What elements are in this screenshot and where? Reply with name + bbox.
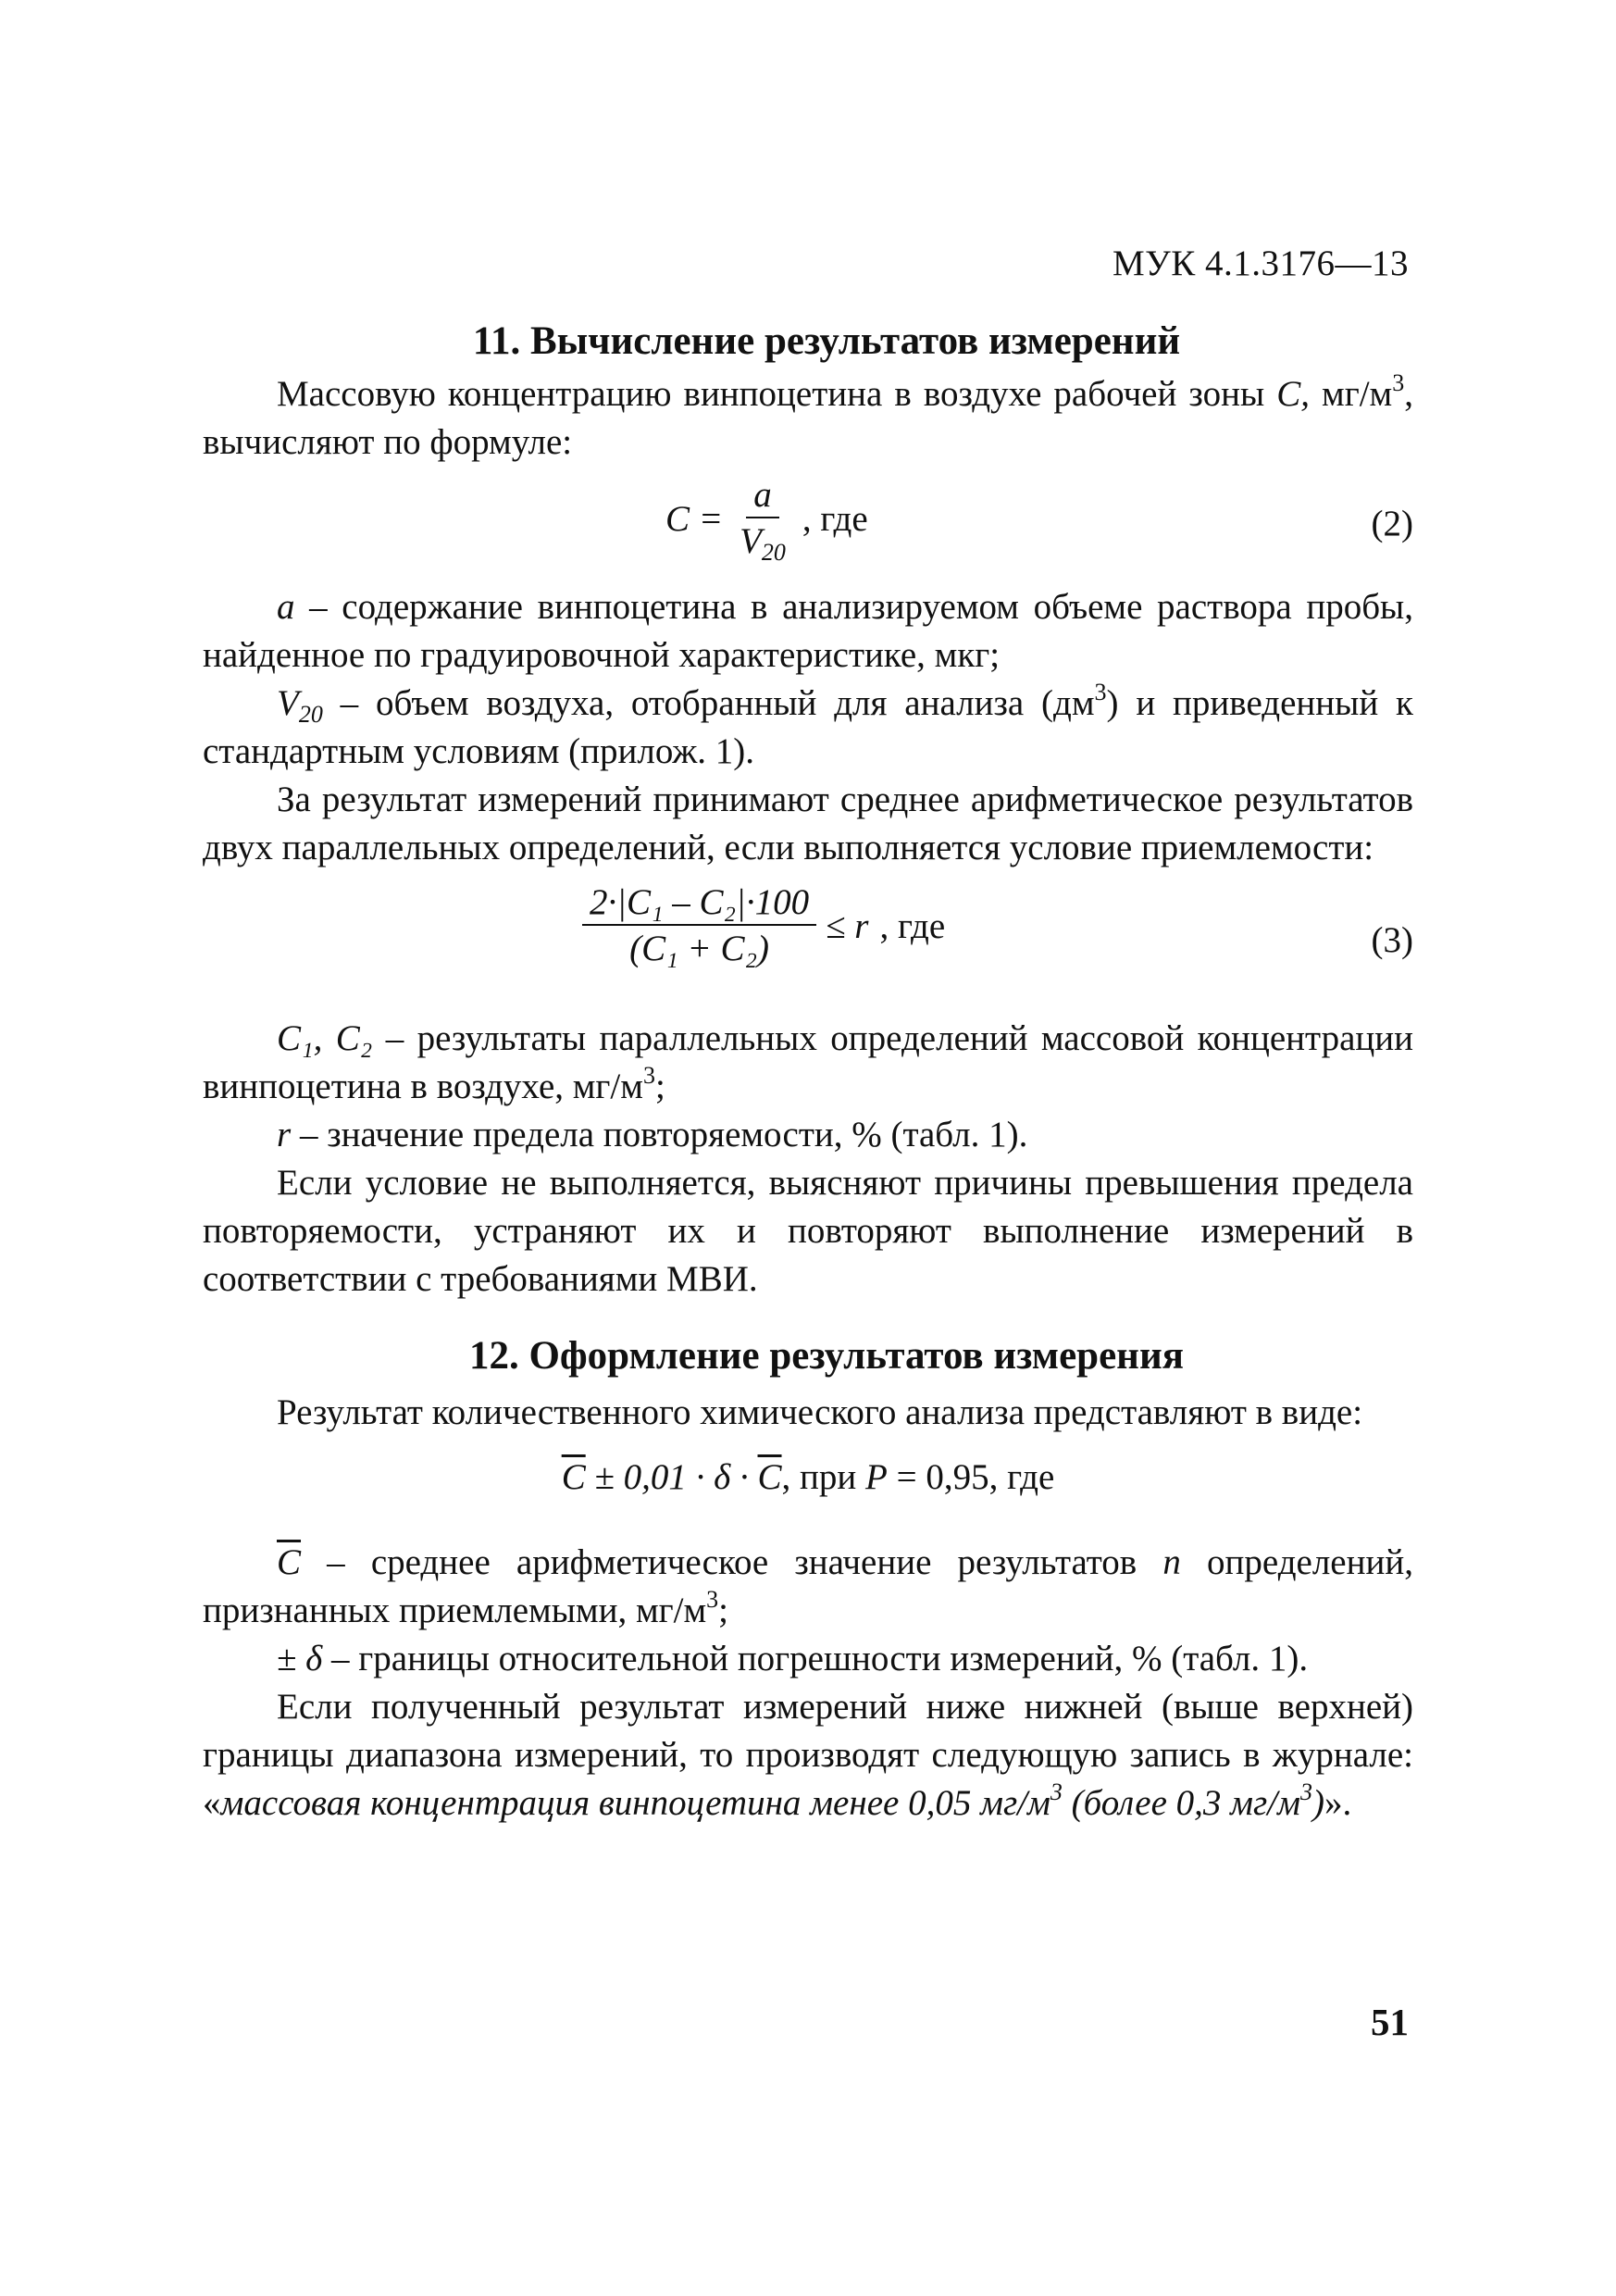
formula-3-label: (3) [1371, 920, 1413, 960]
section-11-intro: Массовую концентрацию винпоцетина в воздухе рабочей зоны С, $мг/м^3$, вычисляют по формуле: [203, 369, 1413, 462]
definition-c1-c2: C₁, C₂ – результаты параллельных определений массовой концентрации винпоцетина в воздухе, $мг/м^3$; [203, 1018, 1413, 1106]
section-12-intro: Результат количественного химического анализа представляют в виде: [277, 1392, 1363, 1432]
formula-result: $\overline{C} \pm 0,01 \cdot \delta \cdot \overline{C}$, при P = 0,95, где [561, 1457, 1055, 1497]
formula-2-lhs: C = [665, 499, 724, 539]
section-11-title: 11. Вычисление результатов измерений [472, 319, 1181, 363]
document-body [203, 315, 1413, 1828]
definition-a: a – содержание винпоцетина в анализируемом объеме раствора пробы, найденное по градуировочной характеристике, мкг; [203, 587, 1413, 675]
formula-2: C = $\frac{a}{V_{20}}$ , где (2) [665, 475, 1413, 566]
definition-delta: ± δ – границы относительной погрешности измерений, % (табл. 1). [277, 1639, 1309, 1678]
formula-2-label: (2) [1371, 504, 1413, 543]
definition-r: r – значение предела повторяемости, % (табл. 1). [277, 1115, 1028, 1154]
document-code: МУК 4.1.3176—13 [1112, 243, 1409, 283]
formula-3: $\frac{\text{2·|C₁ – C₂|·100}}{\text{(C₁ + C₂)}}$ ≤ r , где (3) [203, 881, 1413, 1002]
paragraph-range: Если полученный результат измерений ниже нижней (выше верхней) границы диапазона измерений, то производят следующую запись в журнале: «массовая концентрация винпоцетина менее 0,05 $мг/м^3$ (более 0,3 $мг/м^3$)». [203, 1687, 1413, 1823]
formula-3-fraction: $\frac{\text{2·|C₁ – C₂|·100}}{\text{(C₁ + C₂)}}$ [582, 881, 816, 972]
definition-v20: $V_{20}$ – объем воздуха, отобранный для анализа $(дм^3)$ и приведенный к стандартным условиям (прилож. 1). [203, 679, 1413, 771]
paragraph-result: За результат измерений принимают среднее арифметическое результатов двух параллельных определений, если выполняется условие приемлемости: [203, 780, 1413, 867]
formula-2-fraction: $\frac{a}{V_{20}}$ [740, 475, 786, 566]
page-number: 51 [1371, 2001, 1409, 2043]
definition-c-bar: $\overline{C}$ – среднее арифметическое значение результатов n определений, признанных приемлемыми, $мг/м^3$; [203, 1542, 1413, 1630]
section-12-title: 12. Оформление результатов измерения [468, 1334, 1184, 1378]
paragraph-fail: Если условие не выполняется, выясняют причины превышения предела повторяемости, устраняют их и повторяют выполнение измерений в соответствии с требованиями МВИ. [203, 1163, 1413, 1299]
c-bar-symbol: $\overline{C}$ [561, 1457, 586, 1497]
